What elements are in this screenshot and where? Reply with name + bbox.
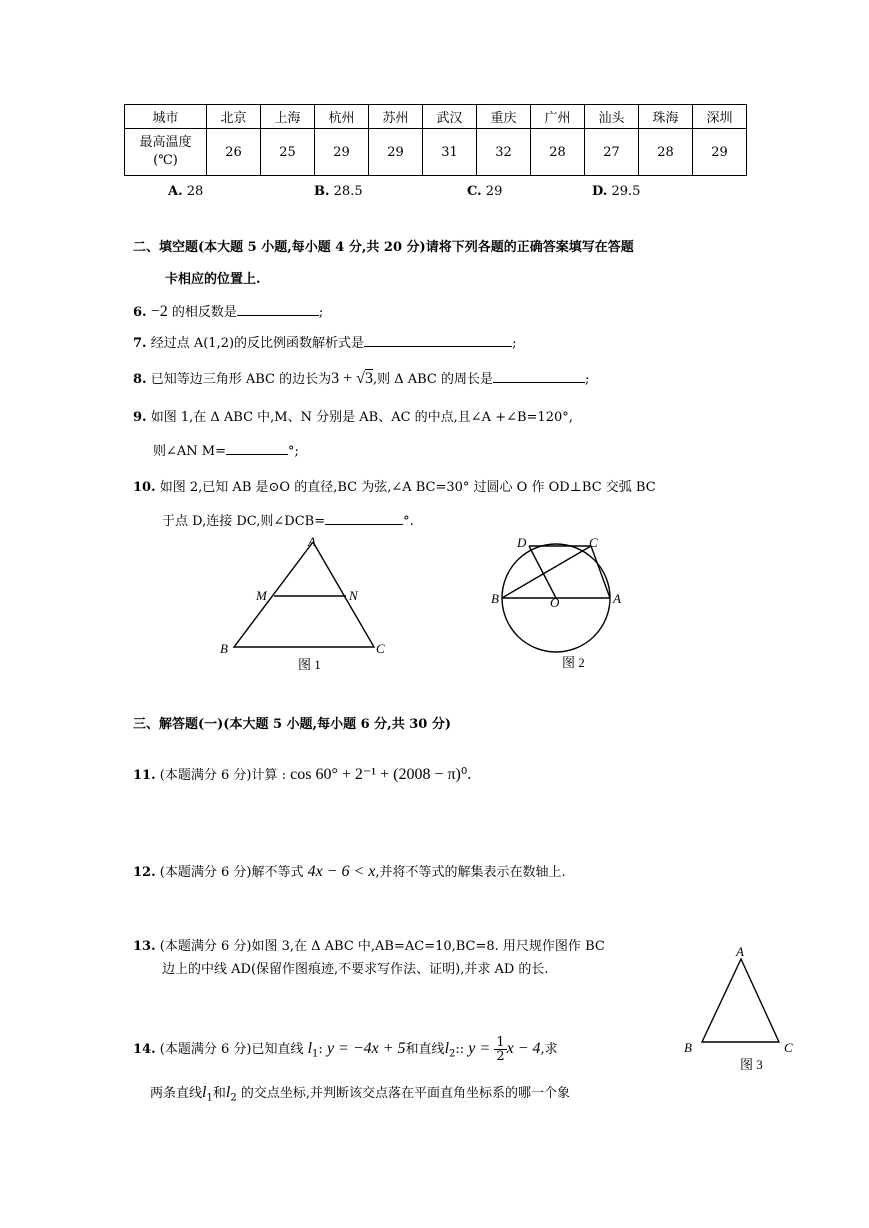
figure-3 <box>680 942 800 1077</box>
label-a: A <box>613 591 621 606</box>
q10-text: 如图 2,已知 AB 是⊙O 的直径,BC 为弦,∠A BC=30° 过圆心 O 作 OD⊥BC 交弧 BC <box>159 480 656 495</box>
table-cell: 26 <box>207 129 261 176</box>
option-c <box>467 184 502 199</box>
question-9-line2 <box>153 440 299 459</box>
label-b: B <box>491 591 499 606</box>
table-header-cell: 汕头 <box>585 105 639 129</box>
fraction-half <box>494 1036 506 1063</box>
q11-text: (本题满分 6 分)计算 : <box>159 768 286 783</box>
table-header-cell: 武汉 <box>423 105 477 129</box>
table-cell: 27 <box>585 129 639 176</box>
q14-l2: l <box>444 1040 450 1057</box>
question-14-line2 <box>150 1082 570 1104</box>
table-header-cell: 深圳 <box>693 105 747 129</box>
question-number: 13. <box>133 939 156 954</box>
question-number: 9. <box>133 410 147 425</box>
q9-end: °; <box>288 444 299 459</box>
q14-text2: 两条直线 <box>150 1086 203 1101</box>
question-number: 8. <box>133 372 147 387</box>
option-letter: D. <box>592 184 608 199</box>
q10-text2: 于点 D,连接 DC,则∠DCB= <box>162 514 326 529</box>
option-letter: A. <box>168 184 183 199</box>
q14-and: 和直线 <box>405 1042 445 1057</box>
table-cell: 29 <box>315 129 369 176</box>
section2-title: 二、填空题(本大题 5 小题,每小题 4 分,共 20 分)请将下列各题的正确答案填写在答题 <box>133 240 634 255</box>
section3-title: 三、解答题(一)(本大题 5 小题,每小题 6 分,共 30 分) <box>133 717 451 732</box>
option-a <box>168 184 203 199</box>
label-o: O <box>550 595 560 610</box>
q14-eq1: y = −4x + 5 <box>326 1040 406 1057</box>
row-label-line1: 最高温度 <box>139 135 192 150</box>
question-10-line2 <box>162 510 414 529</box>
answer-blank[interactable] <box>237 315 319 316</box>
table-cell: 29 <box>369 129 423 176</box>
figure-2 <box>480 528 640 678</box>
q10-end: °. <box>403 514 414 529</box>
q14-sub2: 2 <box>449 1048 456 1060</box>
q14-l1b: l <box>202 1084 207 1101</box>
section2-title-cont: 卡相应的位置上. <box>165 272 261 287</box>
temperature-table <box>124 104 747 176</box>
table-header-cell: 杭州 <box>315 105 369 129</box>
answer-blank[interactable] <box>325 524 403 525</box>
q14-sub2b: 2 <box>230 1092 237 1104</box>
q6-number: −2 <box>150 303 168 320</box>
q14-eq2-post: x − 4 <box>506 1040 541 1057</box>
question-11 <box>133 764 471 784</box>
q14-l1: l <box>307 1040 313 1057</box>
question-8 <box>133 368 589 388</box>
question-number: 14. <box>133 1042 156 1057</box>
label-n: N <box>349 588 358 603</box>
option-value: 29 <box>485 184 503 199</box>
label-c: C <box>589 535 598 550</box>
answer-blank[interactable] <box>226 454 288 455</box>
table-header-cell: 珠海 <box>639 105 693 129</box>
q8-expr: 3 + <box>331 370 357 387</box>
question-number: 7. <box>133 336 147 351</box>
q14-eq2-pre: y = <box>468 1040 491 1057</box>
table-header-row <box>125 105 747 129</box>
q12-expr: 4x − 6 < x <box>307 863 376 880</box>
option-value: 29.5 <box>611 184 641 199</box>
table-header-cell: 城市 <box>125 105 207 129</box>
q7-text: 经过点 A(1,2)的反比例函数解析式是 <box>150 336 365 351</box>
q13-text: (本题满分 6 分)如图 3,在 Δ ABC 中,AB=AC=10,BC=8. 用尺规作图作 BC <box>159 939 605 954</box>
question-9 <box>133 406 573 425</box>
frac-den: 2 <box>496 1049 505 1064</box>
option-value: 28.5 <box>333 184 363 199</box>
q8-text: 已知等边三角形 ABC 的边长为 <box>150 372 332 387</box>
question-7 <box>133 332 516 351</box>
figure-caption: 图 2 <box>562 655 585 670</box>
figure-caption: 图 1 <box>298 657 321 672</box>
q8-end: ; <box>585 372 590 387</box>
q12-text2: ,并将不等式的解集表示在数轴上. <box>375 865 566 880</box>
segment-od <box>529 546 556 598</box>
table-header-cell: 上海 <box>261 105 315 129</box>
q7-end: ; <box>512 336 517 351</box>
question-12 <box>133 861 566 881</box>
table-cell: 28 <box>639 129 693 176</box>
q12-text: (本题满分 6 分)解不等式 <box>159 865 304 880</box>
label-d: D <box>517 535 527 550</box>
q14-colon2: :: <box>455 1042 465 1057</box>
label-m: M <box>256 588 267 603</box>
question-6 <box>133 301 323 321</box>
segment-ca <box>591 546 610 598</box>
q9-text2: 则∠AN M= <box>153 444 226 459</box>
question-number: 12. <box>133 865 156 880</box>
q6-text: 的相反数是 <box>171 305 237 320</box>
label-b: B <box>220 641 228 656</box>
q11-expr: cos 60° + 2⁻¹ + (2008 − π)⁰. <box>290 766 472 783</box>
triangle-abc <box>702 959 779 1042</box>
q8-radicand: 3 <box>364 370 373 387</box>
table-header-cell: 苏州 <box>369 105 423 129</box>
q14-end: ,求 <box>540 1042 558 1057</box>
question-number: 6. <box>133 305 147 320</box>
table-cell: 32 <box>477 129 531 176</box>
question-13 <box>133 935 605 954</box>
q14-text3: 的交点坐标,并判断该交点落在平面直角坐标系的哪一个象 <box>240 1086 570 1101</box>
table-header-cell: 广州 <box>531 105 585 129</box>
q8-text2: ,则 Δ ABC 的周长是 <box>372 372 493 387</box>
table-row <box>125 129 747 176</box>
question-number: 10. <box>133 480 156 495</box>
question-10 <box>133 476 656 495</box>
option-letter: C. <box>467 184 482 199</box>
table-cell: 28 <box>531 129 585 176</box>
table-row-label <box>125 129 207 176</box>
question-14 <box>133 1036 558 1063</box>
chord-bc <box>502 546 591 598</box>
label-a: A <box>736 944 744 959</box>
label-c: C <box>376 641 385 656</box>
label-c: C <box>784 1040 793 1055</box>
label-b: B <box>684 1040 692 1055</box>
q14-sub1: 1 <box>312 1048 319 1060</box>
option-d <box>592 184 640 199</box>
q9-text: 如图 1,在 Δ ABC 中,M、N 分别是 AB、AC 的中点,且∠A +∠B=120°, <box>150 410 573 425</box>
table-header-cell: 重庆 <box>477 105 531 129</box>
label-a: A <box>308 534 316 549</box>
sqrt-symbol: √ <box>356 370 365 387</box>
q14-text: (本题满分 6 分)已知直线 <box>159 1042 304 1057</box>
table-header-cell: 北京 <box>207 105 261 129</box>
row-label-line2: (℃) <box>153 153 178 168</box>
answer-blank[interactable] <box>493 382 585 383</box>
table-cell: 31 <box>423 129 477 176</box>
option-b <box>314 184 363 199</box>
q14-sub1b: 1 <box>206 1092 213 1104</box>
figure-1 <box>210 530 410 680</box>
question-13-line2: 边上的中线 AD(保留作图痕迹,不要求写作法、证明),并求 AD 的长. <box>162 962 549 977</box>
q6-end: ; <box>318 305 324 320</box>
table-cell: 25 <box>261 129 315 176</box>
frac-num: 1 <box>496 1035 505 1050</box>
answer-blank[interactable] <box>364 346 512 347</box>
q14-l2b: l <box>225 1084 231 1101</box>
option-letter: B. <box>314 184 330 199</box>
table-cell: 29 <box>693 129 747 176</box>
question-number: 11. <box>133 768 156 783</box>
q14-andb: 和 <box>212 1086 226 1101</box>
figure-caption: 图 3 <box>740 1057 763 1072</box>
q14-colon1: : <box>318 1042 323 1057</box>
option-value: 28 <box>186 184 204 199</box>
